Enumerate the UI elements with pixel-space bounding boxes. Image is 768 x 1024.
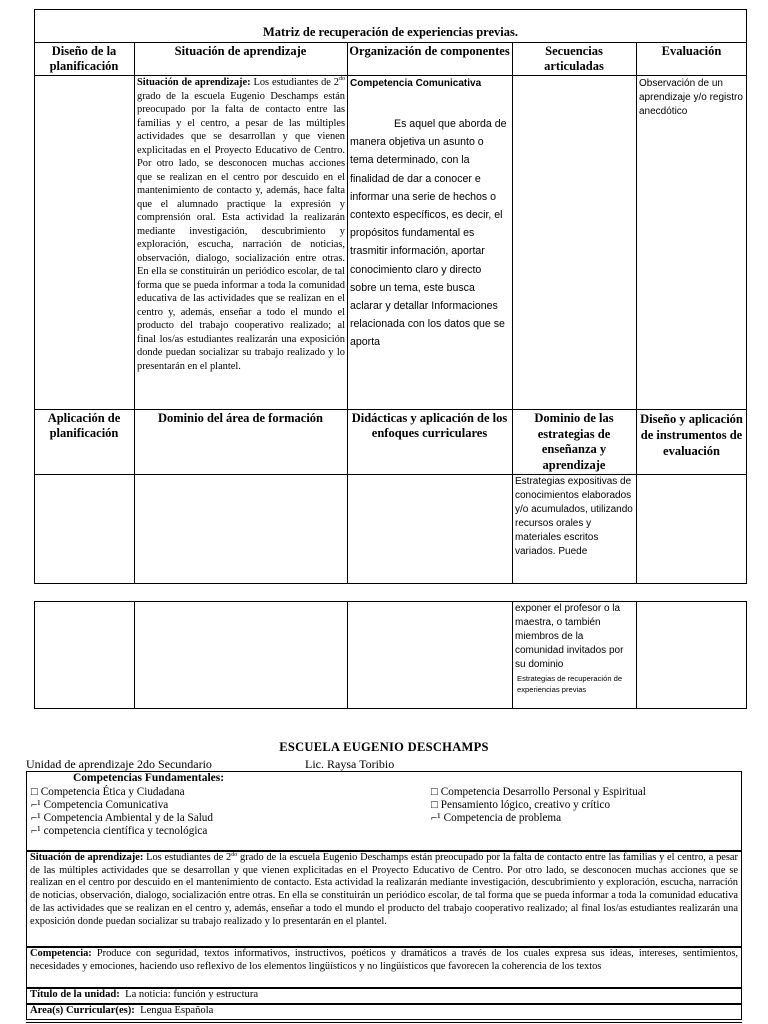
situacion-superscript: do: [339, 76, 346, 82]
competencia-pensamiento-logico: □ Pensamiento lógico, creativo y crítico: [431, 799, 611, 811]
situacion-label: Situación de aprendizaje:: [137, 77, 251, 88]
continuation-table: [34, 601, 747, 709]
header-dominio-area: Dominio del área de formación: [157, 411, 324, 425]
continuation-text: exponer el profesor o la maestra, o también miembros de la comunidad invitados por su dominio: [515, 603, 624, 670]
unit-area-label: Área(s) Curricular(es):: [30, 1005, 135, 1016]
competencia-cientifica: ⌐¹ competencia científica y tecnológica: [31, 825, 208, 837]
competencias-title: Competencias Fundamentales:: [73, 772, 225, 784]
competencias-right-list: [431, 786, 737, 825]
unit-titulo-label: Título de la unidad:: [30, 989, 120, 1000]
check-mark-icon: ⌐¹: [31, 799, 41, 811]
situacion-aprendizaje-text: [137, 76, 345, 373]
header-didacticas: Didácticas y aplicación de los enfoques curriculares: [351, 411, 508, 440]
competencia-desarrollo-personal: □ Competencia Desarrollo Personal y Espiritual: [431, 786, 646, 798]
checkbox-icon: □: [431, 786, 438, 798]
organizacion-cell: [350, 77, 508, 352]
header-evaluacion: Evaluación: [661, 44, 722, 58]
checkbox-icon: □: [431, 799, 438, 811]
matrix-title: Matriz de recuperación de experiencias previas.: [262, 25, 519, 39]
header-aplicacion-planificacion: Aplicación de planificación: [47, 411, 121, 440]
header-diseno-planificacion: Diseño de la planificación: [49, 44, 119, 73]
competencia-comunicativa-title: Competencia Comunicativa: [350, 78, 482, 89]
evaluacion-text: Observación de un aprendizaje y/o registro anecdótico: [639, 78, 743, 117]
school-name: ESCUELA EUGENIO DESCHAMPS: [279, 740, 489, 754]
teacher-name: Lic. Raysa Toribio: [305, 757, 395, 771]
organizacion-text: Es aquel que aborda de manera objetiva un asunto o tema determinado, con la finalidad de dar a conocer e informar una serie de hechos o contexto específicos, es decir, el propósitos fundamental es trasmitir información, aportar conocimiento claro y directo sobre un tema, este busca aclarar y detallar Informaciones relacionada con los datos que se aporta: [350, 118, 507, 349]
checkbox-icon: □: [31, 786, 38, 798]
unit-line: Unidad de aprendizaje 2do Secundario: [26, 757, 212, 771]
unit-titulo-value: La noticia: función y estructura: [125, 989, 259, 1000]
check-mark-icon: ⌐¹: [431, 812, 441, 824]
unit-area-row: [30, 1005, 213, 1016]
competencia-etica: □ Competencia Ética y Ciudadana: [31, 786, 185, 798]
unit-titulo-row: [30, 989, 258, 1000]
unit-competencia-label: Competencia:: [30, 948, 92, 959]
competencias-left-list: [31, 786, 421, 838]
header-diseno-instrumentos: Diseño y aplicación de instrumentos de evaluación: [640, 412, 743, 458]
unit-situacion-text: Situación de aprendizaje: Los estudiantes de $2^{do}$ grado de la escuela Eugenio Deschamps están preocupado por la falta de contacto entre las familias y el centro, a pesar de las múltiples actividades que se desarrollan y que vienen explicitadas en el Proyecto Educativo de Centro. Por otro lado, se desconocen muchas acciones que se realizan en el centro por descuido en el mantenimiento de contacto. Esta actividad la realizarán mediante investigación, descubrimiento y exploración, escucha, narración de noticias, observación, dialogo, socialización entre otras. En ella se constituirán un periódico escolar, de tal forma que se pueda informar a toda la comunidad educativa de las actividades que se realizan en el centro y, además, enseñar a todo el mundo el producto del trabajo cooperativo realizado; al final los/as estudiantes realizarán una exposición donde puedan socializar su trabajo realizado y lo presentarán en el plantel.: [30, 852, 739, 927]
situacion-body: grado de la escuela Eugenio Deschamps están preocupado por la falta de contacto entre las familias y el centro, a pesar de las múltiples actividades que se desarrollan y que vienen explicitadas en el Proyecto Educativo de Centro. Por otro lado, se desconocen muchas acciones que se realizan en el centro por descuido en el mantenimiento de contacto y, además, hace falta que el alumnado practique la expresión y comprensión oral. Esta actividad la realizarán mediante investigación, descubrimiento y exploración, escucha, narración de noticias, observación, dialogo, socialización entre otras. En ella se constituirán un periódico escolar, de tal forma que se pueda informar a toda la comunidad educativa de las actividades que se realizan en el centro y, además, enseñar a todo el mundo el producto del trabajo cooperativo realizado; al final los/as estudiantes realizarán una exposición donde puedan socializar su trabajo realizado y lo presentarán en el plantel.: [137, 90, 345, 372]
continuation-small-text: Estrategias de recuperación de experiencias previas: [517, 674, 623, 694]
competencia-comunicativa: ⌐¹ Competencia Comunicativa: [31, 799, 169, 811]
situacion-intro: Los estudiantes de 2: [250, 77, 340, 88]
check-mark-icon: ⌐¹: [31, 825, 41, 837]
header-secuencias-articuladas: Secuencias articuladas: [544, 44, 604, 73]
estrategias-text: Estrategias expositivas de conocimientos elaborados y/o acumulados, utilizando recursos orales y materiales escritos variados. Puede: [515, 476, 633, 557]
unit-area-value: Lengua Española: [140, 1005, 214, 1016]
unit-situacion-label: Situación de aprendizaje:: [30, 852, 144, 863]
competencia-problema: ⌐¹ Competencia de problema: [431, 812, 562, 824]
header-dominio-estrategias: Dominio de las estrategias de enseñanza y aprendizaje: [534, 411, 614, 472]
unit-competencia-text: Competencia: Produce con seguridad, textos informativos, instructivos, poéticos y dramáticos a través de los cuales expresa sus ideas, intereses, sentimientos, necesidades y emociones, haciendo uso reflexivo de los elementos lingüísticos y no lingüísticos que favorecen la coherencia de los textos: [30, 948, 738, 972]
competencia-ambiental: ⌐¹ Competencia Ambiental y de la Salud: [31, 812, 213, 824]
check-mark-icon: ⌐¹: [31, 812, 41, 824]
header-organizacion-componentes: Organización de componentes: [349, 44, 510, 58]
header-situacion-aprendizaje: Situación de aprendizaje: [174, 44, 307, 58]
